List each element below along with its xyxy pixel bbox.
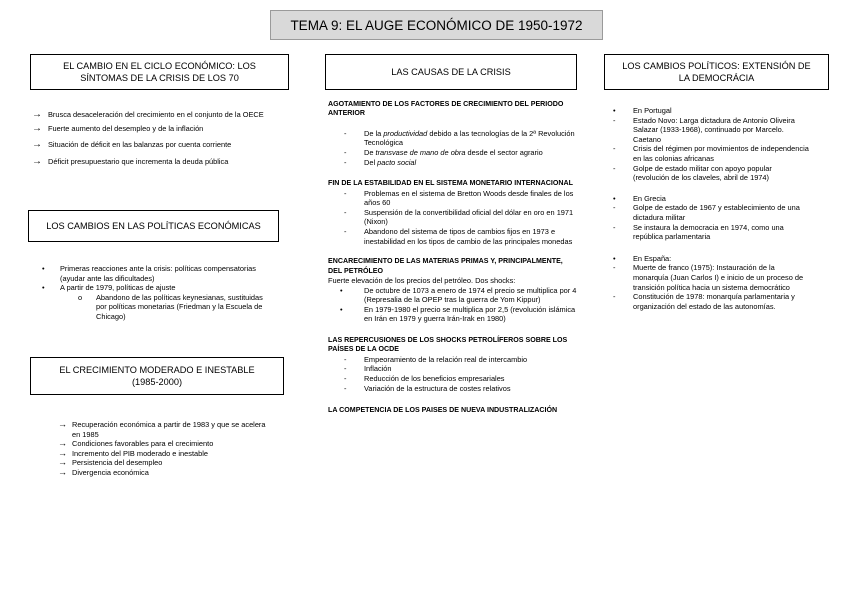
list-item-text: Constitución de 1978: monarquía parlamentaria y organización del estado de las autonomías.	[633, 292, 795, 311]
list-item	[32, 140, 294, 150]
bullet-icon: •	[613, 193, 616, 203]
list-item-text: Brusca desaceleración del crecimiento en el conjunto de la OECE	[48, 110, 264, 119]
arrow-icon: →	[32, 139, 42, 151]
list-item	[42, 283, 274, 293]
cambios-politicos-content	[613, 106, 809, 311]
bullet-icon: •	[340, 304, 343, 314]
dash-icon: -	[344, 364, 347, 374]
list-item	[344, 384, 578, 394]
list-item	[32, 124, 294, 134]
heading-encarecimiento: ENCARECIMIENTO DE LAS MATERIAS PRIMAS Y, PRINCIPALMENTE, DEL PETRÓLEO	[328, 257, 563, 275]
text-part: desde el sector agrario	[465, 148, 543, 157]
dash-icon: -	[344, 226, 347, 236]
circle-bullet-icon: o	[78, 292, 83, 302]
list-item-text: A partir de 1979, políticas de ajuste	[60, 283, 176, 293]
page-title-text: TEMA 9: EL AUGE ECONÓMICO DE 1950-1972	[290, 17, 583, 33]
dash-icon: -	[613, 222, 616, 232]
arrow-icon: →	[58, 419, 67, 429]
section-header-ciclo	[30, 54, 289, 90]
dash-icon: -	[613, 292, 616, 302]
list-item	[58, 439, 274, 449]
arrow-icon: →	[58, 438, 67, 449]
list-item	[340, 286, 578, 305]
list-item	[613, 116, 809, 145]
list-item-text: Fuerte aumento del desempleo y de la inflación	[48, 123, 204, 133]
bullet-icon: •	[613, 106, 616, 115]
dash-icon: -	[613, 203, 616, 213]
list-item-text: Reducción de los beneficios empresariales	[364, 373, 505, 383]
list-item-text: En 1979-1980 el precio se multiplica por 2,5 (revolución islámica en Irán en 1979 y guerra Irán-Irak en 1980)	[364, 304, 576, 324]
country-title: En Grecia	[633, 193, 666, 203]
list-item-text: Situación de déficit en las balanzas por cuenta corriente	[48, 140, 232, 150]
list-item	[344, 355, 578, 365]
text-italic: transvase de mano de obra	[375, 148, 466, 157]
list-sintomas	[32, 110, 294, 166]
list-item-text: Divergencia económica	[72, 467, 149, 477]
list-item	[344, 148, 578, 158]
list-item-text	[364, 158, 578, 168]
list-item-text: Problemas en el sistema de Bretton Woods desde finales de los años 60	[364, 188, 574, 208]
section-header-crecimiento-line2: (1985-2000)	[131, 377, 183, 387]
section-header-cambios-politicos-line1: LOS CAMBIOS POLÍTICOS: EXTENSIÓN DE	[622, 61, 811, 71]
list-item-text: Inflación	[364, 364, 392, 374]
list-item	[42, 264, 274, 283]
list-item-text: De octubre de 1073 a enero de 1974 el precio se multiplica por 4 (Represalia de la OPEP tras la guerra de Yom Kippur)	[364, 285, 577, 305]
list-item	[32, 157, 294, 167]
list-item-text: Persistencia del desempleo	[72, 458, 163, 468]
list-item	[58, 468, 274, 478]
country-heading-portugal	[613, 106, 809, 116]
country-heading-grecia	[613, 194, 809, 204]
country-title: En Portugal	[633, 106, 672, 115]
dash-icon: -	[613, 163, 616, 173]
bullet-icon: •	[340, 285, 343, 295]
country-title: En España:	[633, 253, 672, 263]
list-item-text	[364, 148, 578, 158]
list-item	[340, 305, 578, 324]
country-heading-espana	[613, 254, 809, 264]
list-item	[613, 203, 809, 222]
list-item-text: Golpe de estado de 1967 y establecimiento de una dictadura militar	[633, 203, 800, 222]
arrow-icon: →	[32, 122, 42, 134]
text-part: Del	[364, 157, 378, 167]
list-item-text: Estado Novo: Larga dictadura de Antonio Oliveira Salazar (1933-1968), continuado por Marcelo. Caetano	[633, 115, 795, 144]
text-italic: productividad	[383, 128, 428, 138]
list-item-text: Crisis del régimen por movimientos de independencia en las colonias africanas	[633, 144, 809, 163]
page-title	[270, 10, 603, 40]
dash-icon: -	[344, 383, 347, 393]
section-header-ciclo-line1: EL CAMBIO EN EL CICLO ECONÓMICO: LOS	[63, 61, 256, 71]
arrow-icon: →	[32, 109, 42, 120]
text-part: De la	[364, 128, 384, 138]
heading-competencia: LA COMPETENCIA DE LOS PAISES DE NUEVA INDUSTRALIZACIÓN	[328, 406, 558, 415]
list-item	[613, 223, 809, 242]
list-item	[344, 374, 578, 384]
text-italic: pacto social	[377, 157, 417, 167]
list-politicas	[42, 264, 274, 322]
list-item	[58, 420, 274, 439]
list-item-text: Se instaura la democracia en 1974, como una república parlamentaria	[633, 222, 784, 242]
list-item-text: Variación de la estructura de costes relativos	[364, 383, 511, 393]
list-item	[613, 263, 809, 292]
dash-icon: -	[344, 373, 347, 383]
list-item-text: Primeras reacciones ante la crisis: políticas compensatorias (ayudar ante las dificultades)	[60, 264, 256, 283]
list-item	[344, 158, 578, 168]
list-item	[344, 189, 578, 208]
list-item-text	[364, 129, 578, 148]
bullet-icon: •	[42, 264, 45, 273]
dash-icon: -	[344, 354, 347, 364]
list-item-text: Incremento del PIB moderado e inestable	[72, 448, 208, 458]
bullet-icon: •	[613, 253, 616, 263]
section-header-crecimiento-line1: EL CRECIMIENTO MODERADO E INESTABLE	[59, 365, 255, 375]
list-item	[32, 110, 294, 120]
list-item	[613, 292, 809, 311]
list-item-text: Golpe de estado militar con apoyo popular (revolución de los claveles, abril de 1974)	[633, 163, 772, 183]
list-item-text: Déficit presupuestario que incrementa la deuda pública	[48, 156, 229, 166]
list-item-text: Recuperación económica a partir de 1983 y que se acelera en 1985	[72, 420, 266, 439]
list-item	[58, 449, 274, 459]
list-subitem	[42, 293, 274, 322]
section-header-causas-line1: LAS CAUSAS DE LA CRISIS	[391, 67, 511, 77]
dash-icon: -	[344, 148, 347, 157]
text-part: debido a las tecnologías de la 2ª Revolución Tecnológica	[364, 128, 575, 148]
section-header-cambios-politicos-line2: LA DEMOCRÁCIA	[678, 73, 755, 83]
list-item-text: Condiciones favorables para el crecimiento	[72, 439, 214, 449]
section-header-ciclo-line2: SÍNTOMAS DE LA CRISIS DE LOS 70	[80, 73, 239, 83]
dash-icon: -	[344, 128, 347, 138]
list-subitem-text: Abandono de las políticas keynesianas, sustituidas por políticas monetarias (Friedman y la Escuela de Chicago)	[96, 292, 263, 321]
arrow-icon: →	[58, 457, 67, 468]
section-header-causas	[325, 54, 577, 90]
dash-icon: -	[613, 263, 616, 273]
heading-fin-estabilidad: FIN DE LA ESTABILIDAD EN EL SISTEMA MONETARIO INTERNACIONAL	[328, 179, 573, 188]
arrow-icon: →	[32, 155, 42, 167]
list-item-text: Muerte de franco (1975): Instauración de la monarquía (Juan Carlos I) e inicio de un proceso de transición política hacia un sistema democrático	[633, 263, 804, 292]
dash-icon: -	[613, 144, 616, 154]
text-part: De	[364, 148, 376, 157]
encarecimiento-intro: Fuerte elevación de los precios del petróleo. Dos shocks:	[328, 275, 516, 285]
bullet-icon: •	[42, 283, 45, 293]
list-item	[344, 227, 578, 246]
list-item-text: Empeoramiento de la relación real de intercambio	[364, 354, 528, 364]
arrow-icon: →	[58, 447, 67, 458]
list-item	[344, 208, 578, 227]
list-item	[344, 129, 578, 148]
heading-agotamiento: AGOTAMIENTO DE LOS FACTORES DE CRECIMIENTO DEL PERIODO ANTERIOR	[328, 100, 564, 118]
list-item-text: Abandono del sistema de tipos de cambios fijos en 1973 e inestabilidad en los tipos de cambio de las principales monedas	[364, 226, 573, 246]
list-item	[613, 164, 809, 183]
arrow-icon: →	[58, 466, 67, 477]
section-header-politicas	[28, 210, 279, 242]
dash-icon: -	[613, 115, 616, 125]
section-header-politicas-line1: LOS CAMBIOS EN LAS POLÍTICAS ECONÓMICAS	[46, 221, 261, 231]
section-header-cambios-politicos	[604, 54, 829, 90]
causas-content	[328, 100, 578, 416]
heading-repercusiones: LAS REPERCUSIONES DE LOS SHOCKS PETROLÍFEROS SOBRE LOS PAÍSES DE LA OCDE	[328, 335, 568, 354]
list-item	[58, 458, 274, 468]
section-header-crecimiento	[30, 357, 284, 395]
dash-icon: -	[344, 207, 347, 217]
list-item	[613, 144, 809, 163]
list-item-text: Suspensión de la convertibilidad oficial del dólar en oro en 1971 (Nixon)	[364, 207, 574, 227]
dash-icon: -	[344, 188, 347, 198]
list-crecimiento	[58, 420, 274, 478]
dash-icon: -	[344, 157, 347, 167]
list-item	[344, 364, 578, 374]
